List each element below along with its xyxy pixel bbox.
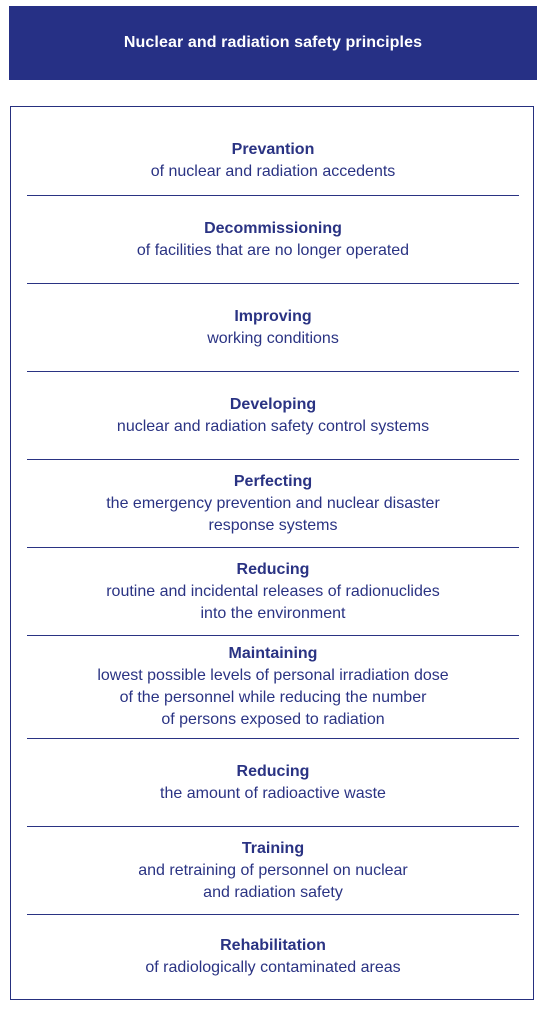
principle-title: Decommissioning	[204, 219, 342, 237]
principle-text: of nuclear and radiation accedents	[150, 163, 396, 180]
principle-text: and radiation safety	[203, 883, 343, 901]
principle-text: working conditions	[207, 329, 339, 347]
principle-title: Maintaining	[228, 645, 318, 662]
principle-text: and retraining of personnel on nuclear	[138, 861, 408, 879]
principle-item-developing	[27, 372, 519, 459]
principles-panel	[10, 106, 534, 1000]
principle-item-perfecting	[27, 460, 519, 547]
principle-text: of the personnel while reducing the number	[119, 689, 427, 706]
principle-text: of facilities that are no longer operated	[136, 241, 410, 259]
principle-text: into the environment	[200, 604, 346, 622]
title-banner	[9, 6, 537, 80]
principle-text: of persons exposed to radiation	[161, 711, 385, 728]
principle-item-training	[27, 827, 519, 914]
principle-item-improving	[27, 284, 519, 371]
principle-item-prevention	[27, 127, 519, 195]
principle-text: the amount of radioactive waste	[160, 784, 386, 802]
principle-title: Rehabilitation	[220, 937, 326, 954]
principle-title: Developing	[229, 395, 317, 413]
principle-item-reducing-releases	[27, 548, 519, 635]
principle-text: nuclear and radiation safety control systems	[116, 417, 430, 435]
principle-text: of radiologically contaminated areas	[145, 959, 401, 976]
principle-title: Prevantion	[231, 141, 315, 158]
principle-item-decommissioning	[27, 196, 519, 283]
principle-text: the emergency prevention and nuclear disaster	[106, 494, 440, 512]
principle-title: Reducing	[236, 560, 310, 578]
principle-title: Improving	[234, 307, 312, 325]
principle-title: Training	[241, 839, 305, 857]
principle-item-reducing-waste	[27, 739, 519, 826]
principle-item-maintaining	[27, 636, 519, 738]
principle-title: Perfecting	[233, 472, 313, 490]
principle-item-rehabilitation	[27, 915, 519, 999]
principle-text: response systems	[208, 516, 338, 534]
principle-title: Reducing	[236, 762, 310, 780]
principle-text: routine and incidental releases of radionuclides	[106, 582, 440, 600]
page-title: Nuclear and radiation safety principles	[123, 34, 423, 51]
principle-text: lowest possible levels of personal irradiation dose	[97, 667, 449, 684]
